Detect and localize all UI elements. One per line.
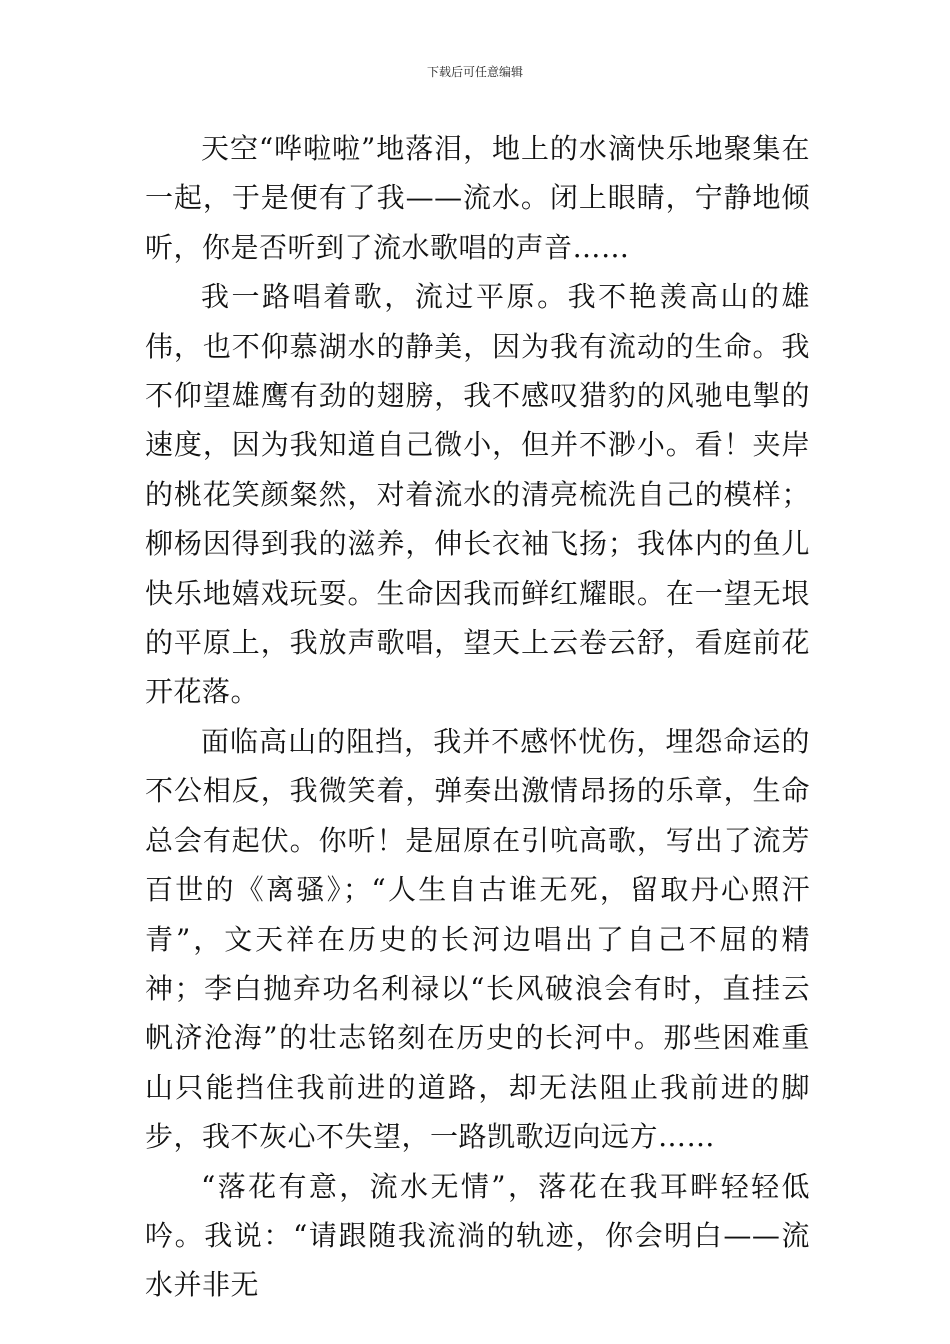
paragraph-2: 我一路唱着歌，流过平原。我不艳羡高山的雄伟，也不仰慕湖水的静美，因为我有流动的生命。我不仰望雄鹰有劲的翅膀，我不感叹猎豹的风驰电掣的速度，因为我知道自己微小，但并不渺小。看！夹岸的桃花笑颜粲然，对着流水的清亮梳洗自己的模样；柳杨因得到我的滋养，伸长衣袖飞扬；我体内的鱼儿快乐地嬉戏玩耍。生命因我而鲜红耀眼。在一望无垠的平原上，我放声歌唱，望天上云卷云舒，看庭前花开花落。 bbox=[145, 280, 810, 709]
page-header: 下载后可任意编辑 bbox=[426, 65, 523, 79]
document-body bbox=[145, 124, 810, 1310]
paragraph-4: “落花有意，流水无情”，落花在我耳畔轻轻低吟。我说：“请跟随我流淌的轨迹，你会明白——流水并非无 bbox=[145, 1169, 810, 1302]
paragraph-1: 天空“哗啦啦”地落泪，地上的水滴快乐地聚集在一起，于是便有了我——流水。闭上眼睛，宁静地倾听，你是否听到了流水歌唱的声音…… bbox=[145, 132, 810, 264]
paragraph-3: 面临高山的阻挡，我并不感怀忧伤，埋怨命运的不公相反，我微笑着，弹奏出激情昂扬的乐章，生命总会有起伏。你听！是屈原在引吭高歌，写出了流芳百世的《离骚》；“人生自古谁无死，留取丹心照汗青”，文天祥在历史的长河边唱出了自己不屈的精神；李白抛弃功名利禄以“长风破浪会有时，直挂云帆济沧海”的壮志铭刻在历史的长河中。那些困难重山只能挡住我前进的道路，却无法阻止我前进的脚步，我不灰心不失望，一路凯歌迈向远方…… bbox=[145, 724, 810, 1154]
